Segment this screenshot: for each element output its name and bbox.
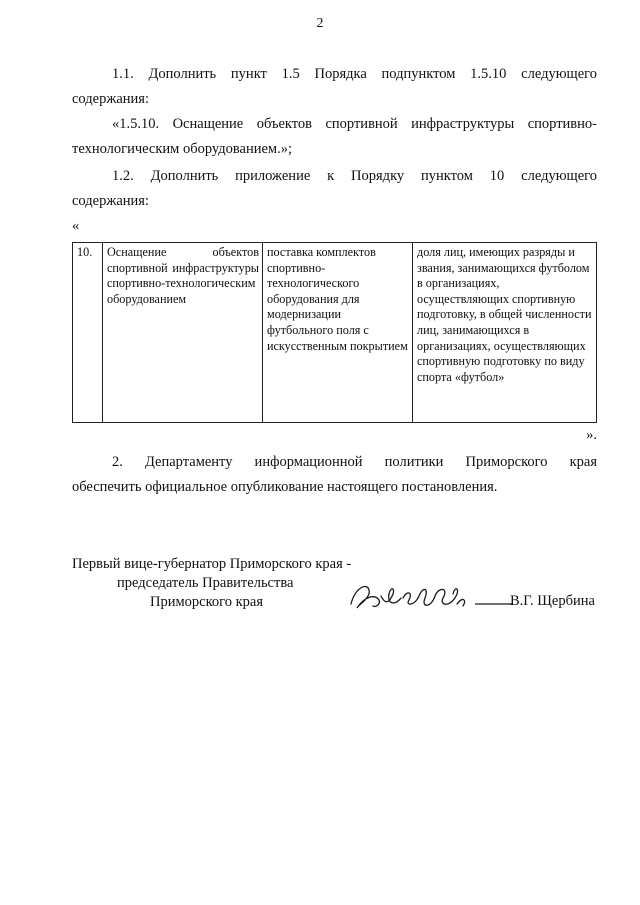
table-row	[73, 243, 597, 423]
paragraph-1-1	[72, 62, 597, 112]
page-number: 2	[316, 16, 324, 31]
paragraph-1-2-line2: содержания:	[72, 193, 150, 209]
signatory-line1: Первый вице-губернатор Приморского края -	[72, 556, 352, 572]
paragraph-1-5-10	[72, 112, 597, 162]
paragraph-1-2	[72, 164, 597, 214]
signatory-line3: Приморского края	[150, 594, 264, 610]
opening-quote: «	[72, 218, 80, 234]
activity-cell: поставка комплектов спортивно-технологического оборудования для модернизации футбольного поля с искусственным покрытием	[263, 243, 413, 423]
closing-quote: ».	[586, 427, 597, 443]
paragraph-1-1-line1: 1.1. Дополнить пункт 1.5 Порядка подпунктом 1.5.10 следующего	[112, 66, 597, 82]
indicator-cell: доля лиц, имеющих разряды и звания, занимающихся футболом в организациях, осуществляющих спортивную подготовку, в общей численности лиц, занимающихся в организациях, осуществляющих спортивную подготовку по виду спорта «футбол»	[413, 243, 597, 423]
paragraph-2-line2: обеспечить официальное опубликование настоящего постановления.	[72, 479, 498, 495]
paragraph-1-5-10-line2: технологическим оборудованием.»;	[72, 141, 292, 157]
paragraph-2	[72, 450, 597, 500]
paragraph-1-2-line1: 1.2. Дополнить приложение к Порядку пунктом 10 следующего	[112, 168, 597, 184]
paragraph-1-1-line2: содержания:	[72, 91, 150, 107]
amendment-table	[72, 242, 597, 423]
signatory-title	[72, 555, 351, 612]
handwritten-signature	[345, 574, 515, 618]
paragraph-1-5-10-line1: «1.5.10. Оснащение объектов спортивной инфраструктуры спортивно-	[112, 116, 597, 132]
row-number-cell: 10.	[73, 243, 103, 423]
signatory-name: В.Г. Щербина	[510, 593, 595, 609]
paragraph-2-line1: 2. Департаменту информационной политики Приморского края	[112, 454, 597, 470]
direction-cell: Оснащение объектов спортивной инфраструктуры спортивно-технологическим оборудованием	[103, 243, 263, 423]
signatory-line2: председатель Правительства	[117, 575, 294, 591]
